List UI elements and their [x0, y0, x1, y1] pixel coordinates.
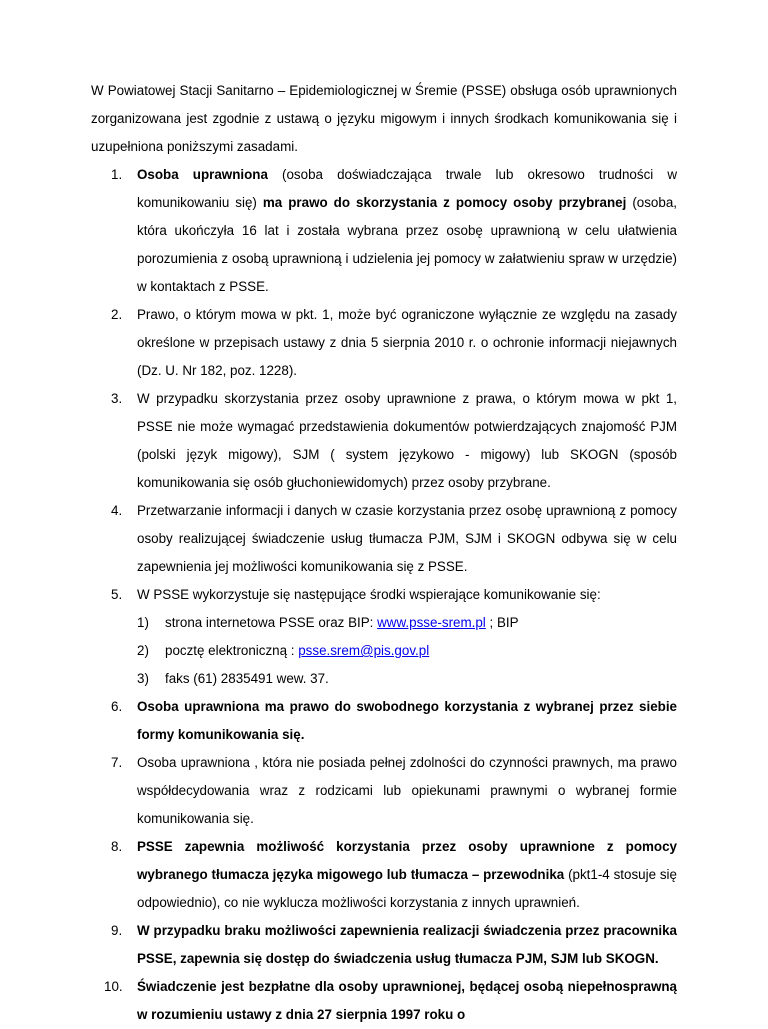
sub-list-item: [137, 609, 677, 637]
website-link[interactable]: www.psse-srem.pl: [377, 615, 486, 630]
list-item: [91, 581, 677, 693]
sub-item-number: 2): [137, 643, 149, 658]
item-number: 5.: [111, 587, 123, 602]
item-bold-text: Osoba uprawniona: [137, 167, 268, 182]
item-number: 8.: [111, 839, 123, 854]
item-text: W przypadku skorzystania przez osoby uprawnione z prawa, o którym mowa w pkt 1, PSSE nie może wymagać przedstawienia dokumentów potwierdzających znajomość PJM (polski język migowy), SJM ( system językowo - migowy) lub SKOGN (sposób komunikowania się osób głuchoniewidomych) przez osoby przybrane.: [137, 391, 677, 490]
item-text: Osoba uprawniona , która nie posiada pełnej zdolności do czynności prawnych, ma prawo współdecydowania wraz z rodzicami lub opiekunami prawnymi o wybranej formie komunikowania się.: [137, 755, 677, 826]
item-bold-text: PSSE zapewnia możliwość korzystania przez osoby uprawnione z pomocy wybranego tłumacza języka migowego lub tłumacza – przewodnika: [137, 839, 677, 882]
sub-item-after: ; BIP: [485, 615, 519, 630]
item-bold-text: W przypadku braku możliwości zapewnienia realizacji świadczenia przez pracownika PSSE, zapewnia się dostęp do świadczenia usług tłumacza PJM, SJM lub SKOGN.: [137, 923, 677, 966]
sub-list-item: [137, 665, 677, 693]
sub-item-number: 3): [137, 671, 149, 686]
list-item: [91, 161, 677, 301]
list-item: [91, 749, 677, 833]
item-number: 9.: [111, 923, 123, 938]
item-number: 7.: [111, 755, 123, 770]
list-item: [91, 973, 677, 1029]
list-item: [91, 301, 677, 385]
item-number: 1.: [111, 167, 123, 182]
item-text: Prawo, o którym mowa w pkt. 1, może być ograniczone wyłącznie ze względu na zasady określone w przepisach ustawy z dnia 5 sierpnia 2010 r. o ochronie informacji niejawnych (Dz. U. Nr 182, poz. 1228).: [137, 307, 677, 378]
item-text: (osoba, która ukończyła 16 lat i została wybrana przez osobę uprawnioną w celu ułatwienia porozumienia z osobą uprawnioną i udzielenia jej pomocy w załatwieniu spraw w urzędzie) w kontaktach z PSSE.: [137, 195, 677, 294]
sub-item-number: 1): [137, 615, 149, 630]
item-number: 4.: [111, 503, 123, 518]
sub-item-text: faks (61) 2835491 wew. 37.: [165, 671, 329, 686]
list-item: [91, 917, 677, 973]
item-text: W PSSE wykorzystuje się następujące środki wspierające komunikowanie się:: [137, 587, 601, 602]
list-item: [91, 497, 677, 581]
item-number: 10.: [104, 979, 123, 994]
item-number: 2.: [111, 307, 123, 322]
item-number: 3.: [111, 391, 123, 406]
list-item: [91, 385, 677, 497]
item-text: (osoba doświadczająca trwale lub okresowo trudności w komunikowaniu się): [137, 167, 678, 210]
list-item: [91, 833, 677, 917]
item-bold-text: ma prawo do skorzystania z pomocy osoby przybranej: [262, 195, 627, 210]
sub-item-text: pocztę elektroniczną :: [165, 643, 299, 658]
list-item: [91, 693, 677, 749]
item-number: 6.: [111, 699, 123, 714]
sub-item-text: strona internetowa PSSE oraz BIP:: [165, 615, 378, 630]
sub-list-item: [137, 637, 677, 665]
email-link[interactable]: psse.srem@pis.gov.pl: [298, 643, 430, 658]
intro-paragraph: W Powiatowej Stacji Sanitarno – Epidemiologicznej w Śremie (PSSE) obsługa osób uprawnionych zorganizowana jest zgodnie z ustawą o języku migowym i innych środkach komunikowania się i uzupełniona poniższymi zasadami.: [91, 83, 677, 154]
communication-means-list: [137, 609, 677, 693]
rules-list: [91, 161, 677, 1029]
item-bold-text: Świadczenie jest bezpłatne dla osoby uprawnionej, będącej osobą niepełnosprawną w rozumieniu ustawy z dnia 27 sierpnia 1997 roku o: [137, 979, 677, 1022]
item-text: Przetwarzanie informacji i danych w czasie korzystania przez osobę uprawnioną z pomocy osoby realizującej świadczenie usług tłumacza PJM, SJM i SKOGN odbywa się w celu zapewnienia jej możliwości komunikowania się z PSSE.: [137, 503, 677, 574]
item-text: (pkt1-4 stosuje się odpowiednio), co nie wyklucza możliwości korzystania z innych uprawnień.: [137, 867, 677, 910]
item-bold-text: Osoba uprawniona ma prawo do swobodnego korzystania z wybranej przez siebie formy komunikowania się.: [137, 699, 677, 742]
